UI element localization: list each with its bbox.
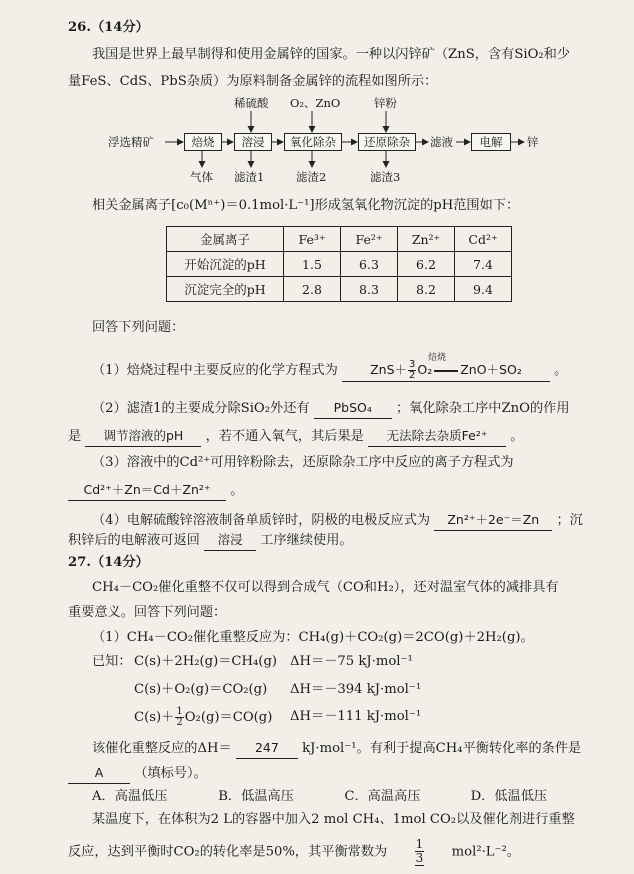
condition-answer: A [68,763,130,784]
table-cell: 1.5 [284,252,341,277]
answer-part: ZnO＋SO₂ [460,362,522,377]
fraction [175,707,183,728]
q26-part2-line2 [68,426,523,447]
table-row [167,277,512,302]
answer-part: ZnS＋ [370,362,407,377]
flow-step-oxidation: 氧化除杂 [284,133,342,151]
q27-part1-text: （1）CH₄－CO₂催化重整反应为：CH₄(g)＋CO₂(g)＝2CO(g)＋2H₂(g)。 [92,630,534,645]
denominator: 3 [415,851,424,865]
q26-intro-line1: 我国是世界上最早制得和使用金属锌的国家。一种以闪锌矿（ZnS，含有SiO₂和少 [92,47,571,62]
question-26-title: 26.（14分） [68,20,149,35]
fraction [408,360,416,381]
dh-text: 该催化重整反应的ΔH＝ [92,741,232,756]
q26-part2-text4: ，若不通入氧气，其后果是 [205,429,364,444]
flow-step-leaching: 溶浸 [234,133,272,151]
q27-intro-line2: 重要意义。回答下列问题： [68,605,227,620]
ph-range-table [166,226,512,302]
ph-table-intro: 相关金属离子[c₀(Mⁿ⁺)＝0.1mol·L⁻¹]形成氢氧化物沉淀的pH范围如下： [92,198,520,213]
answer-part: O₂ [417,362,433,377]
dh-text2: kJ·mol⁻¹。有利于提高CH₄平衡转化率的条件是 [302,741,582,756]
option-b: B．低温高压 [218,789,294,804]
table-row [167,252,512,277]
enthalpy-3: ΔH＝－111 kJ·mol⁻¹ [290,709,422,724]
flow-input-zinc-powder: 锌粉 [374,96,397,110]
known-label: 已知： [92,654,132,669]
q26-part1-answer [342,353,550,382]
flow-filtrate-label: 滤液 [430,135,453,149]
option-list [92,787,593,807]
flow-output-residue2: 滤渣2 [296,170,327,184]
enthalpy-1: ΔH＝－75 kJ·mol⁻¹ [290,654,413,669]
option-c: C．高温高压 [344,789,421,804]
thermo-equation-2: C(s)＋O₂(g)＝CO₂(g) [134,682,268,697]
question-27-title: 27.（14分） [68,555,149,570]
flow-step-reduction: 还原除杂 [358,133,416,151]
denominator: 2 [409,370,416,381]
table-cell: 7.4 [455,252,512,277]
denominator: 2 [176,717,183,728]
q27-part2-text: 反应，达到平衡时CO₂的转化率是50%，其平衡常数为 [68,844,388,860]
table-cell: 8.2 [398,277,455,302]
q26-part2-line1 [92,398,570,419]
q26-part1-text: （1）焙烧过程中主要反应的化学方程式为 [92,363,338,378]
q26-part2-answer2: 调节溶液的pH [85,426,201,447]
q26-part2-answer3: 无法除去杂质Fe²⁺ [368,426,506,447]
q26-part4-text3: 积锌后的电解液可返回 [68,533,200,548]
table-cell: 沉淀完全的pH [167,277,284,302]
numerator: 3 [409,359,416,370]
q27-dh-line [92,738,581,759]
table-cell: 9.4 [455,277,512,302]
period: 。 [230,483,244,498]
table-header-row [167,227,512,252]
q26-part4-text2: ；沉 [556,513,583,528]
k-unit: mol²·L⁻²。 [451,844,520,860]
flow-input-acid: 稀硫酸 [234,96,269,110]
table-cell: 2.8 [284,277,341,302]
flow-step-roasting: 焙烧 [184,133,222,151]
q26-part2-text2: ；氧化除杂工序中ZnO的作用 [395,401,570,416]
q26-part4-text4: 工序继续使用。 [260,533,353,548]
flow-input-o2-zno: O₂、ZnO [290,96,341,110]
equation-part: C(s)＋ [134,710,175,725]
q26-part4-answer1: Zn²⁺＋2e⁻＝Zn [434,510,552,531]
option-a: A．高温低压 [92,789,168,804]
table-header-cell: Fe²⁺ [341,227,398,252]
table-header-cell: 金属离子 [167,227,284,252]
table-cell: 6.3 [341,252,398,277]
fraction [415,838,425,866]
q26-part3-answer: Cd²⁺＋Zn＝Cd＋Zn²⁺ [68,480,226,501]
table-header-cell: Zn²⁺ [398,227,455,252]
enthalpy-2: ΔH＝－394 kJ·mol⁻¹ [290,682,422,697]
reaction-condition: 焙烧 [427,353,446,363]
equation-part: O₂(g)＝CO(g) [184,710,273,725]
q26-part4-line1 [92,510,583,531]
q27-intro-line1: CH₄－CO₂催化重整不仅可以得到合成气（CO和H₂），还对温室气体的减排具有 [92,580,559,595]
option-d: D．低温低压 [470,789,548,804]
dh-answer: 247 [236,738,298,759]
flow-end-label: 锌 [527,135,539,149]
condition-text: （填标号）。 [134,766,207,781]
answer-prompt: 回答下列问题： [92,320,185,335]
flow-step-electrolysis: 电解 [471,133,511,151]
flow-output-residue3: 滤渣3 [370,170,401,184]
flow-output-residue1: 滤渣1 [234,170,265,184]
q26-part1: （1）焙烧过程中主要反应的化学方程式为 焙烧 ZnS＋ $\frac{3}{2}$ O₂ ZnO＋SO₂ 。 [92,360,567,382]
table-cell: 开始沉淀的pH [167,252,284,277]
numerator: 1 [415,837,424,851]
q26-part3-text: （3）溶液中的Cd²⁺可用锌粉除去，还原除杂工序中反应的离子方程式为 [92,455,514,470]
table-cell: 6.2 [398,252,455,277]
q26-part3-line2 [68,480,243,501]
flow-output-gas: 气体 [190,170,213,184]
q26-intro-line2: 量FeS、CdS、PbS杂质）为原料制备金属锌的流程如图所示： [68,74,438,89]
q27-part2-line2 [68,838,520,866]
q26-part4-text: （4）电解硫酸锌溶液制备单质锌时，阴极的电极反应式为 [92,513,431,528]
q26-part2-text: （2）滤渣1的主要成分除SiO₂外还有 [92,401,310,416]
thermo-equation-3 [134,707,272,728]
period: 。 [510,429,524,444]
table-cell: 8.3 [341,277,398,302]
q26-part2-answer1: PbSO₄ [314,398,392,419]
table-header-cell: Fe³⁺ [284,227,341,252]
q27-condition-line [68,763,207,784]
thermo-equation-1: C(s)＋2H₂(g)＝CH₄(g) [134,654,278,669]
k-answer [391,838,447,866]
flow-start-label: 浮选精矿 [108,135,154,149]
q26-part4-line2 [68,530,353,551]
numerator: 1 [176,706,183,717]
table-header-cell: Cd²⁺ [455,227,512,252]
q26-part4-answer2: 溶浸 [204,530,256,551]
q27-part2-line1: 某温度下，在体积为2 L的容器中加入2 mol CH₄、1mol CO₂以及催化剂进行重整 [92,812,575,827]
process-flowchart [110,95,550,187]
q26-part2-text3: 是 [68,429,82,444]
